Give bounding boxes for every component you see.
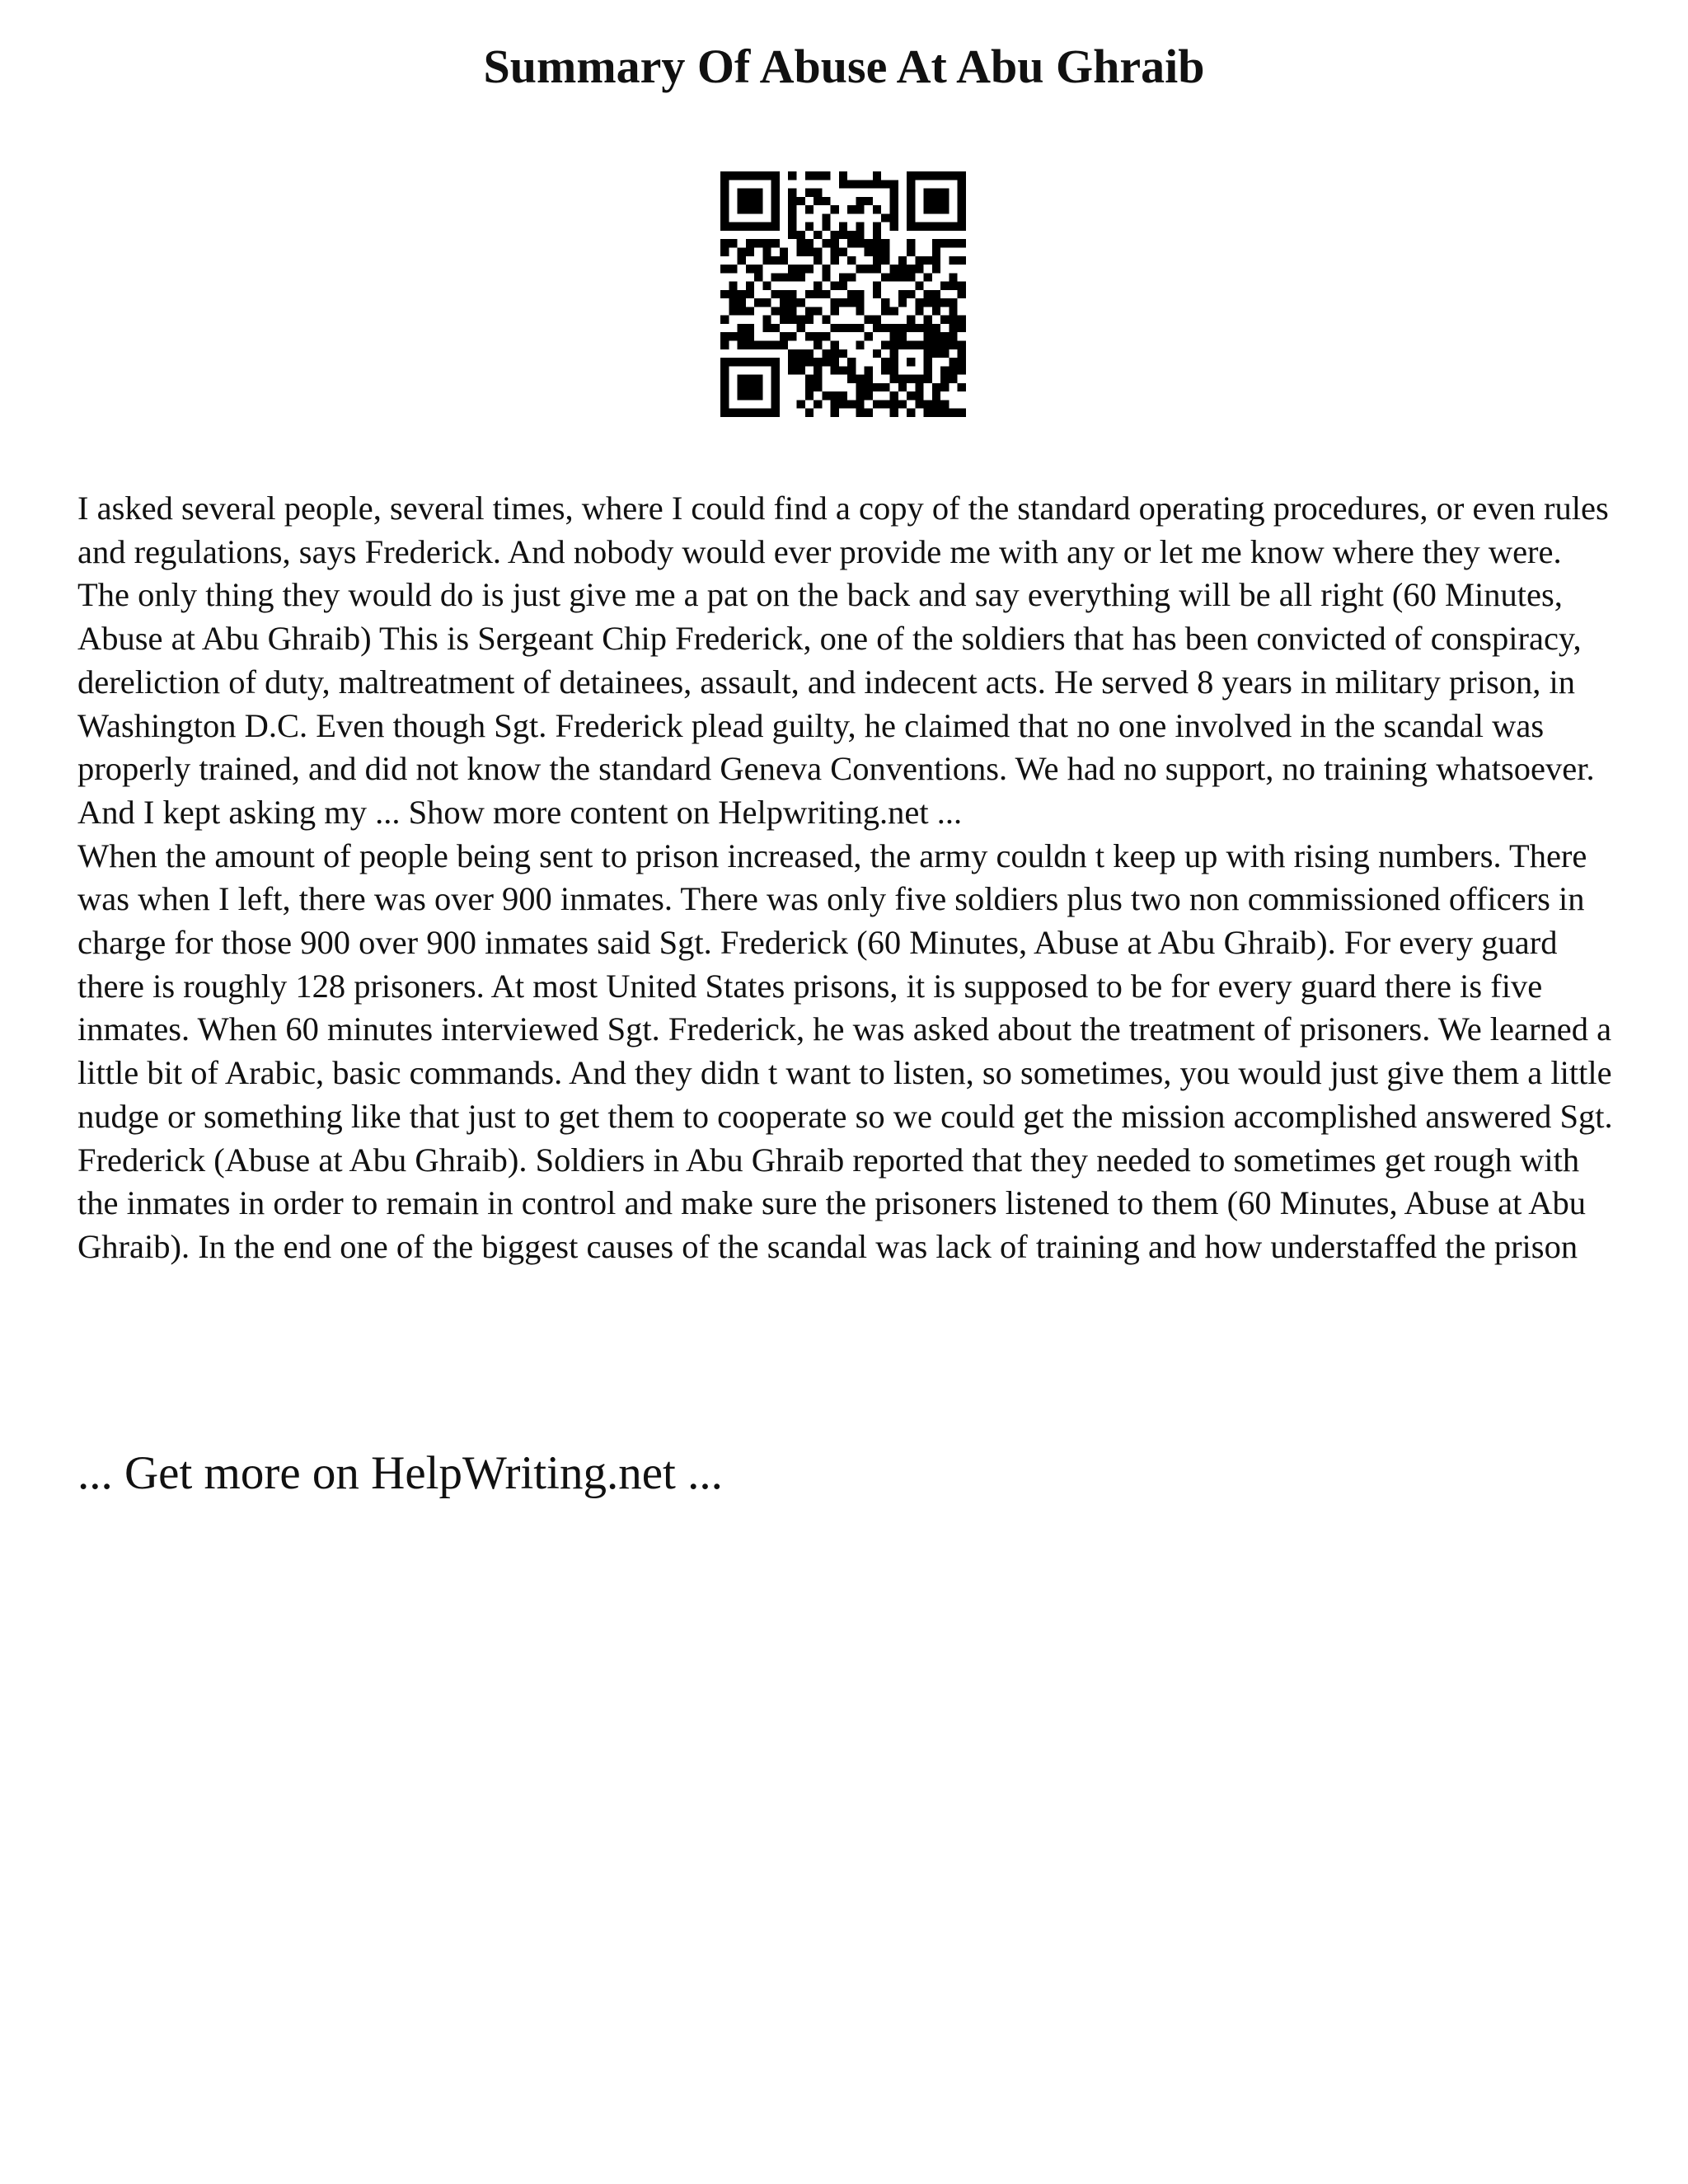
page-title: Summary Of Abuse At Abu Ghraib (483, 40, 1205, 93)
paragraph: When the amount of people being sent to prison increased, the army couldn t keep up with rising numbers. There was when I left, there was over 900 inmates. There was only five soldiers plus two non commissioned officers in charge for those 900 over 900 inmates said Sgt. Frederick (60 Minutes, Abuse at Abu Ghraib). For every guard there is roughly 128 prisoners. At most United States prisons, it is supposed to be for every guard there is five inmates. When 60 minutes interviewed Sgt. Frederick, he was asked about the treatment of prisoners. We learned a little bit of Arabic, basic commands. And they didn t want to listen, so sometimes, you would just give them a little nudge or something like that just to get them to cooperate so we could get the mission accomplished answered Sgt. Frederick (Abuse at Abu Ghraib). Soldiers in Abu Ghraib reported that they needed to sometimes get rough with the inmates in order to remain in control and make sure the prisoners listened to them (60 Minutes, Abuse at Abu Ghraib). In the end one of the biggest causes of the scandal was lack of training and how understaffed the prison (77, 837, 1613, 1265)
qr-code-icon[interactable] (720, 171, 966, 417)
article-body (77, 487, 1619, 1269)
qr-code-graphic (720, 171, 966, 417)
get-more-link[interactable]: ... Get more on HelpWriting.net ... (77, 1447, 723, 1499)
paragraph: I asked several people, several times, where I could find a copy of the standard operating procedures, or even rules and regulations, says Frederick. And nobody would ever provide me with any or let me know where they were. The only thing they would do is just give me a pat on the back and say everything will be all right (60 Minutes, Abuse at Abu Ghraib) This is Sergeant Chip Frederick, one of the soldiers that has been convicted of conspiracy, dereliction of duty, maltreatment of detainees, assault, and indecent acts. He served 8 years in military prison, in Washington D.C. Even though Sgt. Frederick plead guilty, he claimed that no one involved in the scandal was properly trained, and did not know the standard Geneva Conventions. We had no support, no training whatsoever. And I kept asking my ... Show more content on Helpwriting.net ... (77, 490, 1609, 831)
